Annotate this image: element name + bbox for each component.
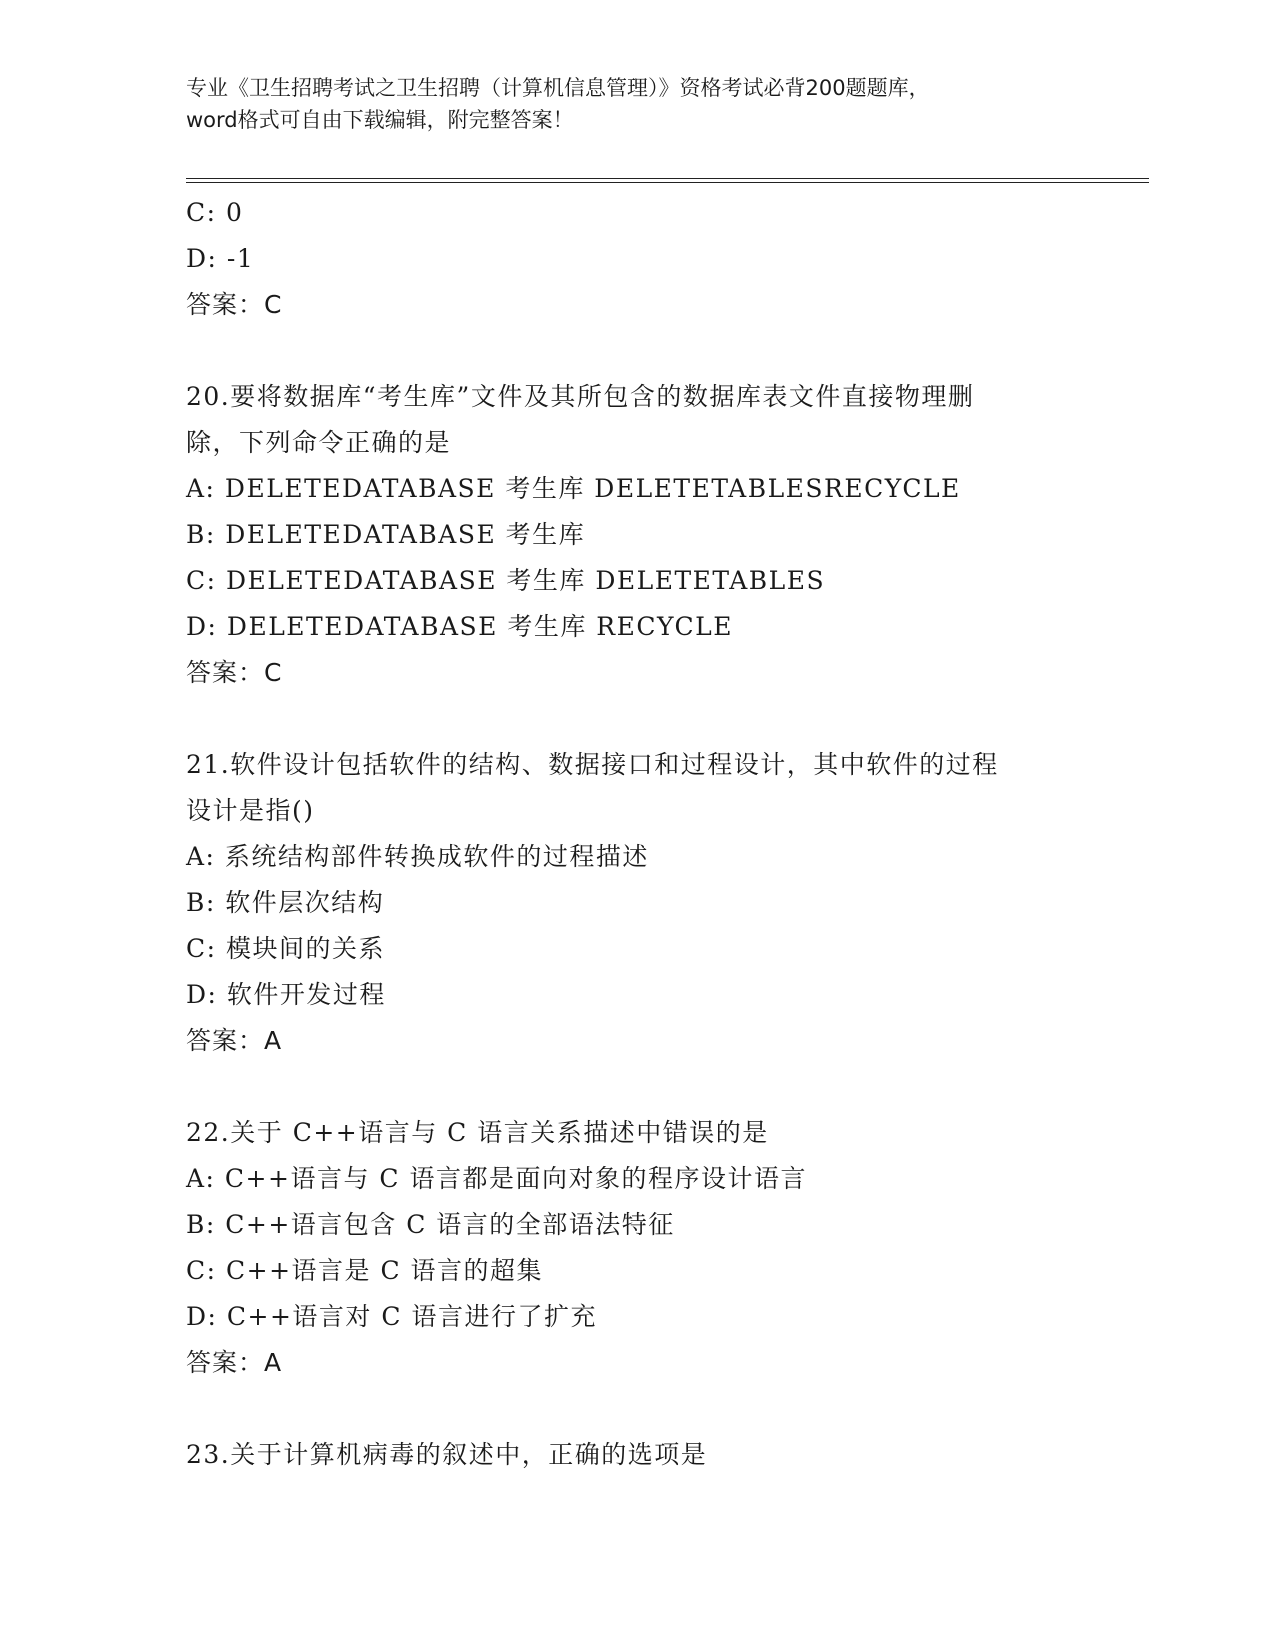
question-stem: 20.要将数据库“考生库”文件及其所包含的数据库表文件直接物理删 bbox=[186, 382, 975, 411]
question-stem: 22.关于 C++语言与 C 语言关系描述中错误的是 bbox=[186, 1118, 769, 1147]
spacer bbox=[186, 1386, 1086, 1432]
option-a: A: 系统结构部件转换成软件的过程描述 bbox=[186, 842, 649, 871]
answer-line: 答案：C bbox=[186, 658, 283, 687]
option-c: C: DELETEDATABASE 考生库 DELETETABLES bbox=[186, 566, 826, 595]
option-c: C: C++语言是 C 语言的超集 bbox=[186, 1256, 544, 1285]
option-d: D: -1 bbox=[186, 244, 255, 273]
option-a: A: DELETEDATABASE 考生库 DELETETABLESRECYCLE bbox=[186, 474, 961, 503]
spacer bbox=[186, 1064, 1086, 1110]
option-d: D: 软件开发过程 bbox=[186, 980, 386, 1009]
spacer bbox=[186, 696, 1086, 742]
spacer bbox=[186, 328, 1086, 374]
option-c: C: 模块间的关系 bbox=[186, 934, 385, 963]
question-content bbox=[186, 190, 1086, 1478]
answer-line: 答案：A bbox=[186, 1026, 283, 1055]
answer-line: 答案：A bbox=[186, 1348, 283, 1377]
document-header bbox=[186, 72, 1086, 136]
option-b: B: DELETEDATABASE 考生库 bbox=[186, 520, 586, 549]
header-line-1: 专业《卫生招聘考试之卫生招聘（计算机信息管理）》资格考试必背200题题库， bbox=[186, 76, 930, 100]
header-line-2: word格式可自由下载编辑，附完整答案！ bbox=[186, 108, 574, 132]
option-b: B: C++语言包含 C 语言的全部语法特征 bbox=[186, 1210, 675, 1239]
question-stem: 23.关于计算机病毒的叙述中，正确的选项是 bbox=[186, 1440, 708, 1469]
header-divider-top bbox=[186, 178, 1149, 179]
option-d: D: C++语言对 C 语言进行了扩充 bbox=[186, 1302, 597, 1331]
header-divider-bottom bbox=[186, 182, 1149, 183]
option-d: D: DELETEDATABASE 考生库 RECYCLE bbox=[186, 612, 734, 641]
question-stem-continued: 设计是指() bbox=[186, 796, 315, 825]
question-stem-continued: 除，下列命令正确的是 bbox=[186, 428, 452, 457]
question-stem: 21.软件设计包括软件的结构、数据接口和过程设计，其中软件的过程 bbox=[186, 750, 999, 779]
answer-line: 答案：C bbox=[186, 290, 283, 319]
option-b: B: 软件层次结构 bbox=[186, 888, 385, 917]
option-c: C: 0 bbox=[186, 198, 244, 227]
option-a: A: C++语言与 C 语言都是面向对象的程序设计语言 bbox=[186, 1164, 807, 1193]
